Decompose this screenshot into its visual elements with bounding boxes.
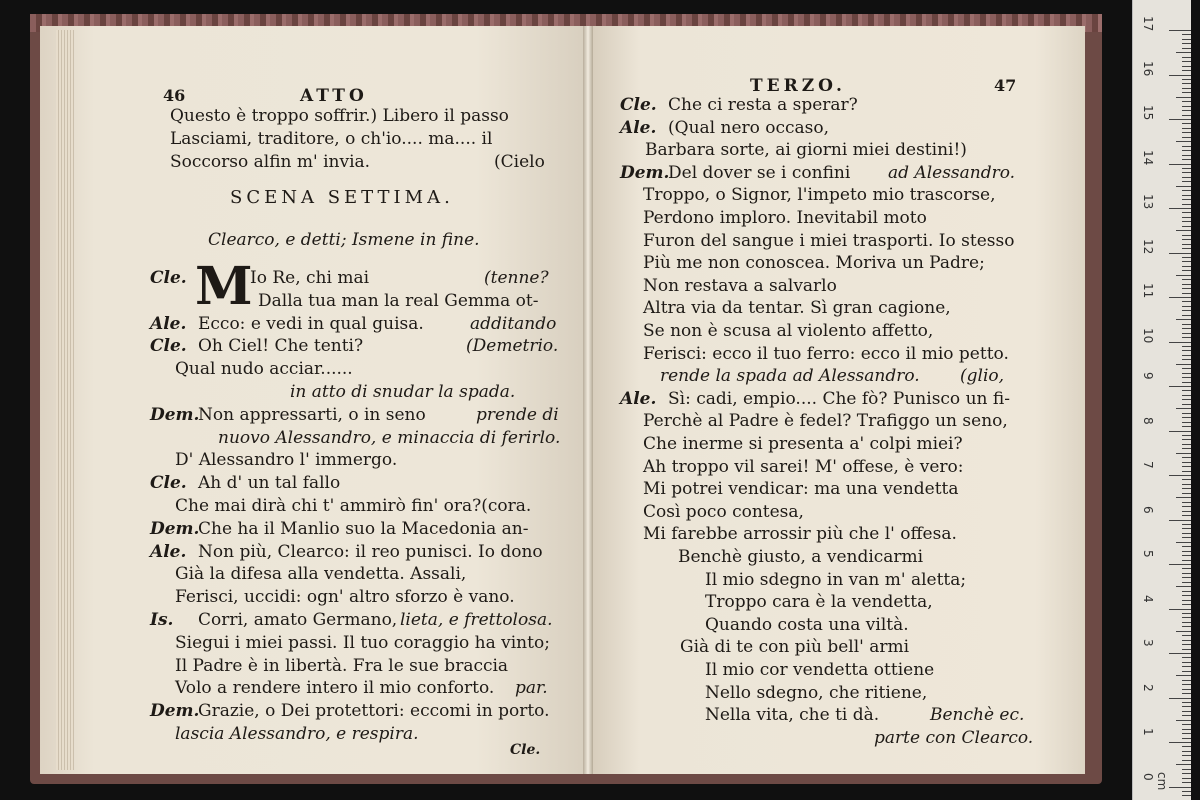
page-edges — [56, 30, 74, 770]
dialogue-line: Non appressarti, o in seno — [198, 404, 426, 425]
ruler-tick — [1176, 275, 1191, 276]
ruler-tick — [1182, 649, 1191, 650]
dialogue-line: Perdono imploro. Inevitabil moto — [643, 208, 927, 228]
text-line: Lasciami, traditore, o ch'io.... ma.... il — [170, 129, 493, 149]
ruler-tick — [1182, 560, 1191, 561]
ruler-number: 1 — [1141, 728, 1155, 736]
ruler-tick — [1182, 221, 1191, 222]
ruler-tick — [1182, 48, 1191, 49]
text-line: Questo è troppo soffrir.) Libero il passo — [170, 106, 509, 126]
ruler-tick — [1182, 435, 1191, 436]
ruler-tick — [1182, 738, 1191, 739]
ruler-tick — [1182, 484, 1191, 485]
ruler-tick — [1169, 75, 1191, 76]
stage-direction: prende di — [476, 404, 559, 425]
ruler-tick — [1182, 733, 1191, 734]
ruler-number: 6 — [1141, 505, 1155, 514]
stage-direction: (Demetrio. — [466, 336, 559, 357]
dialogue-line: Più me non conoscea. Moriva un Padre; — [643, 253, 985, 274]
ruler-tick — [1169, 208, 1191, 209]
dialogue-line: (Qual nero occaso, — [668, 117, 830, 138]
ruler-tick — [1182, 382, 1191, 383]
ruler-tick — [1182, 644, 1191, 645]
speaker-label: Cle. — [150, 473, 187, 494]
ruler-tick — [1182, 310, 1191, 311]
ruler-number: 8 — [1141, 416, 1155, 425]
dialogue-line: Del dover se i confini — [668, 162, 851, 183]
ruler-tick — [1182, 346, 1191, 347]
ruler-tick — [1182, 150, 1191, 151]
ruler-tick — [1182, 34, 1191, 35]
ruler-tick — [1182, 123, 1191, 124]
ruler-tick — [1182, 751, 1191, 752]
ruler-tick — [1182, 488, 1191, 489]
ruler-tick — [1182, 729, 1191, 730]
ruler-tick — [1182, 577, 1191, 578]
ruler-tick — [1182, 70, 1191, 71]
ruler-number: 17 — [1141, 16, 1155, 32]
ruler-tick — [1182, 778, 1191, 779]
ruler-number: 5 — [1141, 550, 1155, 558]
dialogue-line: Siegui i miei passi. Il tuo coraggio ha vinto; — [175, 632, 550, 653]
ruler-tick — [1182, 662, 1191, 663]
ruler-tick — [1182, 413, 1191, 414]
dialogue-line: Altra via da tentar. Sì gran cagione, — [643, 298, 951, 319]
ruler-tick — [1169, 164, 1191, 165]
ruler-tick — [1169, 431, 1191, 432]
ruler-tick — [1182, 257, 1191, 258]
ruler-number: 9 — [1141, 372, 1155, 380]
ruler-tick — [1182, 448, 1191, 449]
ruler-tick — [1182, 404, 1191, 405]
ruler-number: 4 — [1141, 594, 1155, 603]
ruler-tick — [1182, 181, 1191, 182]
ruler-tick — [1182, 328, 1191, 329]
ruler-tick — [1182, 444, 1191, 445]
ruler-tick — [1182, 457, 1191, 458]
ruler-tick — [1182, 462, 1191, 463]
dialogue-line: Io Re, chi mai — [250, 268, 370, 288]
dialogue-line: Che mai dirà chi t' ammirò fin' ora?(cora. — [175, 496, 532, 516]
stage-direction: (tenne? — [484, 268, 549, 288]
ruler-tick — [1182, 333, 1191, 334]
ruler-tick — [1182, 324, 1191, 325]
ruler-tick — [1182, 137, 1191, 138]
ruler-tick — [1182, 266, 1191, 267]
ruler-tick — [1182, 791, 1191, 792]
ruler-unit: cm — [1155, 772, 1169, 791]
ruler-tick — [1182, 168, 1191, 169]
ruler-tick — [1182, 537, 1191, 538]
book-gutter — [583, 26, 593, 774]
dialogue-line: Sì: cadi, empio.... Che fò? Punisco un fi- — [668, 388, 1010, 409]
ruler-tick — [1182, 671, 1191, 672]
ruler-tick — [1182, 635, 1191, 636]
dialogue-line: Qual nudo acciar...... — [175, 359, 353, 380]
ruler-number: 2 — [1141, 683, 1155, 692]
text-line: Soccorso alfin m' invia. — [170, 152, 371, 172]
ruler-tick — [1182, 422, 1191, 423]
ruler-tick — [1182, 466, 1191, 467]
ruler-tick — [1182, 270, 1191, 271]
dialogue-line: Furon del sangue i miei trasporti. Io stesso — [643, 230, 1015, 251]
ruler-tick — [1182, 239, 1191, 240]
ruler-tick — [1182, 613, 1191, 614]
ruler-tick — [1182, 235, 1191, 236]
ruler-tick — [1169, 564, 1191, 565]
ruler-number: 10 — [1141, 327, 1155, 343]
ruler-tick — [1182, 337, 1191, 338]
ruler-tick — [1182, 724, 1191, 725]
ruler-tick — [1182, 617, 1191, 618]
ruler-tick — [1182, 493, 1191, 494]
ruler-tick — [1182, 715, 1191, 716]
ruler-tick — [1176, 453, 1191, 454]
ruler-tick — [1182, 755, 1191, 756]
dialogue-line: Nella vita, che ti dà. — [705, 705, 880, 726]
ruler-tick — [1182, 110, 1191, 111]
ruler-tick — [1176, 542, 1191, 543]
dialogue-line: in atto di snudar la spada. — [290, 382, 516, 402]
ruler-tick — [1182, 146, 1191, 147]
dialogue-line: D' Alessandro l' immergo. — [175, 450, 398, 471]
ruler-number: 15 — [1141, 105, 1155, 121]
stage-direction: additando — [470, 313, 557, 334]
ruler-tick — [1169, 742, 1191, 743]
ruler-tick — [1182, 261, 1191, 262]
speaker-label: Ale. — [150, 541, 187, 562]
ruler-tick — [1169, 609, 1191, 610]
ruler-tick — [1182, 195, 1191, 196]
ruler-tick — [1182, 506, 1191, 507]
ruler-tick — [1182, 782, 1191, 783]
ruler-tick — [1182, 204, 1191, 205]
ruler-number: 13 — [1141, 194, 1155, 210]
ruler-tick — [1182, 702, 1191, 703]
ruler-tick — [1182, 39, 1191, 40]
dialogue-line: Ferisci, uccidi: ogn' altro sforzo è vano. — [175, 587, 515, 608]
ruler-tick — [1182, 604, 1191, 605]
ruler-tick — [1182, 769, 1191, 770]
ruler-tick — [1182, 746, 1191, 747]
ruler-tick — [1182, 43, 1191, 44]
dialogue-line: Che inerme si presenta a' colpi miei? — [643, 434, 963, 454]
ruler-tick — [1182, 689, 1191, 690]
dialogue-line: Barbara sorte, ai giorni miei destini!) — [645, 140, 967, 161]
speaker-label: Cle. — [150, 268, 187, 288]
ruler-tick — [1182, 355, 1191, 356]
ruler-tick — [1182, 244, 1191, 245]
ruler-tick — [1182, 61, 1191, 62]
dialogue-line: Nello sdegno, che ritiene, — [705, 682, 928, 703]
dialogue-line: Mi farebbe arrossir più che l' offesa. — [643, 524, 957, 545]
speaker-label: Cle. — [150, 336, 187, 357]
speaker-label: Dem. — [150, 404, 200, 425]
ruler-tick — [1169, 253, 1191, 254]
dialogue-line: Ah d' un tal fallo — [198, 473, 341, 494]
ruler-tick — [1169, 297, 1191, 298]
ruler-tick — [1182, 479, 1191, 480]
ruler-tick — [1182, 515, 1191, 516]
ruler-tick — [1182, 155, 1191, 156]
ruler-number: 14 — [1141, 149, 1155, 165]
ruler-tick — [1182, 284, 1191, 285]
ruler-tick — [1182, 555, 1191, 556]
ruler-tick — [1169, 30, 1191, 31]
dialogue-line: Non più, Clearco: il reo punisci. Io dono — [198, 541, 543, 562]
ruler-tick — [1182, 471, 1191, 472]
dialogue-line: rende la spada ad Alessandro. — [660, 366, 920, 387]
ruler-tick — [1176, 97, 1191, 98]
right-running-head: TERZO. — [750, 76, 846, 96]
speaker-label: Cle. — [620, 95, 657, 115]
speaker-label: Dem. — [150, 518, 200, 539]
ruler-tick — [1176, 408, 1191, 409]
ruler-tick — [1182, 279, 1191, 280]
ruler-tick — [1182, 795, 1191, 796]
ruler-tick — [1176, 720, 1191, 721]
scene-title: SCENA SETTIMA. — [230, 187, 454, 208]
ruler-tick — [1182, 511, 1191, 512]
ruler-tick — [1182, 417, 1191, 418]
ruler-tick — [1182, 528, 1191, 529]
stage-direction: lieta, e frettolosa. — [400, 610, 553, 630]
dialogue-line: Troppo cara è la vendetta, — [705, 592, 933, 613]
ruler-tick — [1182, 568, 1191, 569]
ruler-tick — [1176, 586, 1191, 587]
ruler-tick — [1182, 760, 1191, 761]
ruler-tick — [1176, 230, 1191, 231]
dialogue-line: parte con Clearco. — [874, 727, 1034, 748]
ruler-tick — [1182, 666, 1191, 667]
ruler-tick — [1176, 764, 1191, 765]
stage-direction: Benchè ec. — [930, 705, 1025, 726]
dialogue-line: Che ci resta a sperar? — [668, 95, 858, 115]
ruler-tick — [1182, 350, 1191, 351]
ruler-tick — [1182, 212, 1191, 213]
speaker-label: Dem. — [620, 162, 670, 183]
dialogue-line: Ecco: e vedi in qual guisa. — [198, 313, 424, 334]
ruler-tick — [1182, 306, 1191, 307]
dialogue-line: Corri, amato Germano, — [198, 610, 398, 630]
ruler-tick — [1182, 595, 1191, 596]
ruler-tick — [1176, 364, 1191, 365]
right-page-number: 47 — [994, 76, 1017, 95]
ruler-tick — [1182, 368, 1191, 369]
dialogue-line: Quando costa una viltà. — [705, 614, 909, 635]
dialogue-line: nuovo Alessandro, e minaccia di ferirlo. — [218, 427, 561, 448]
ruler-tick — [1169, 386, 1191, 387]
ruler-number: 16 — [1141, 60, 1155, 76]
ruler-tick — [1182, 524, 1191, 525]
ruler-tick — [1182, 773, 1191, 774]
dialogue-line: Ah troppo vil sarei! M' offese, è vero: — [643, 456, 964, 477]
dialogue-line: Il Padre è in libertà. Fra le sue braccia — [175, 655, 509, 676]
ruler-tick — [1182, 399, 1191, 400]
dialogue-line: Perchè al Padre è fedel? Trafiggo un seno, — [643, 411, 1008, 432]
ruler-tick — [1182, 426, 1191, 427]
ruler-tick — [1182, 373, 1191, 374]
ruler-tick — [1182, 622, 1191, 623]
dialogue-line: Oh Ciel! Che tenti? — [198, 336, 364, 357]
left-page-number: 46 — [163, 86, 186, 105]
measurement-ruler — [1132, 0, 1191, 800]
drop-cap-m: M — [195, 256, 253, 317]
speaker-label: Ale. — [150, 313, 187, 334]
ruler-tick — [1182, 502, 1191, 503]
ruler-tick — [1182, 377, 1191, 378]
speaker-label: Is. — [150, 610, 174, 630]
ruler-tick — [1182, 573, 1191, 574]
ruler-tick — [1182, 128, 1191, 129]
ruler-tick — [1182, 301, 1191, 302]
ruler-tick — [1182, 706, 1191, 707]
ruler-tick — [1182, 248, 1191, 249]
stage-direction: par. — [515, 678, 548, 699]
ruler-tick — [1169, 475, 1191, 476]
dialogue-line: lascia Alessandro, e respira. — [175, 724, 419, 744]
ruler-number: 0 — [1141, 772, 1155, 781]
ruler-number: 7 — [1141, 461, 1155, 469]
ruler-tick — [1182, 390, 1191, 391]
ruler-tick — [1182, 359, 1191, 360]
ruler-number: 3 — [1141, 639, 1155, 647]
ruler-tick — [1169, 698, 1191, 699]
text-line: (Cielo — [494, 152, 545, 172]
dialogue-line: Il mio cor vendetta ottiene — [705, 660, 935, 680]
ruler-tick — [1182, 92, 1191, 93]
ruler-tick — [1182, 288, 1191, 289]
dialogue-line: Dalla tua man la real Gemma ot- — [258, 290, 539, 311]
ruler-number: 12 — [1141, 238, 1155, 254]
ruler-tick — [1176, 631, 1191, 632]
ruler-tick — [1182, 66, 1191, 67]
ruler-tick — [1182, 57, 1191, 58]
ruler-tick — [1182, 79, 1191, 80]
ruler-tick — [1182, 395, 1191, 396]
dialogue-line: Il mio sdegno in van m' aletta; — [705, 569, 967, 590]
dialogue-line: Ferisci: ecco il tuo ferro: ecco il mio petto. — [643, 343, 1009, 364]
speaker-label: Ale. — [620, 117, 657, 138]
dialogue-line: Volo a rendere intero il mio conforto. — [175, 678, 495, 699]
ruler-tick — [1169, 520, 1191, 521]
ruler-tick — [1182, 439, 1191, 440]
dialogue-line: Così poco contesa, — [643, 501, 804, 522]
dialogue-line: Benchè giusto, a vendicarmi — [678, 547, 924, 567]
ruler-tick — [1182, 591, 1191, 592]
ruler-tick — [1176, 141, 1191, 142]
ruler-tick — [1182, 159, 1191, 160]
ruler-tick — [1182, 315, 1191, 316]
ruler-tick — [1169, 119, 1191, 120]
ruler-tick — [1182, 684, 1191, 685]
dialogue-line: Non restava a salvarlo — [643, 275, 837, 296]
catchword: Cle. — [510, 742, 541, 758]
ruler-tick — [1182, 115, 1191, 116]
ruler-tick — [1182, 217, 1191, 218]
speaker-label: Dem. — [150, 701, 200, 722]
ruler-tick — [1176, 497, 1191, 498]
dialogue-line: Grazie, o Dei protettori: eccomi in porto. — [198, 701, 550, 722]
ruler-tick — [1169, 342, 1191, 343]
speaker-label: Ale. — [620, 388, 657, 409]
ruler-number: 11 — [1141, 283, 1155, 299]
ruler-tick — [1182, 582, 1191, 583]
dialogue-line: Se non è scusa al violento affetto, — [643, 321, 934, 341]
dialogue-line: Mi potrei vendicar: ma una vendetta — [643, 479, 959, 500]
ruler-tick — [1176, 675, 1191, 676]
ruler-tick — [1182, 693, 1191, 694]
ruler-tick — [1169, 787, 1191, 788]
left-running-head: ATTO — [300, 86, 368, 106]
dialogue-line: Troppo, o Signor, l'impeto mio trascorse, — [643, 185, 996, 206]
ruler-tick — [1176, 319, 1191, 320]
ruler-tick — [1182, 640, 1191, 641]
ruler-tick — [1182, 293, 1191, 294]
dialogue-line: Che ha il Manlio suo la Macedonia an- — [198, 518, 529, 539]
ruler-tick — [1182, 546, 1191, 547]
ruler-tick — [1182, 101, 1191, 102]
ruler-tick — [1182, 551, 1191, 552]
ruler-tick — [1169, 653, 1191, 654]
ruler-tick — [1182, 226, 1191, 227]
ruler-tick — [1182, 626, 1191, 627]
ruler-tick — [1182, 88, 1191, 89]
ruler-tick — [1182, 680, 1191, 681]
ruler-tick — [1182, 199, 1191, 200]
dialogue-line: Già la difesa alla vendetta. Assali, — [175, 564, 467, 585]
ruler-tick — [1182, 83, 1191, 84]
ruler-tick — [1176, 186, 1191, 187]
ruler-tick — [1182, 177, 1191, 178]
dialogue-line: Già di te con più bell' armi — [680, 637, 910, 658]
ruler-tick — [1182, 132, 1191, 133]
ruler-tick — [1182, 190, 1191, 191]
stage-direction: (glio, — [960, 366, 1005, 387]
stage-direction: ad Alessandro. — [888, 162, 1016, 183]
ruler-tick — [1182, 172, 1191, 173]
ruler-tick — [1182, 711, 1191, 712]
ruler-tick — [1182, 106, 1191, 107]
scene-cast: Clearco, e detti; Ismene in fine. — [208, 230, 480, 250]
ruler-tick — [1182, 600, 1191, 601]
ruler-tick — [1176, 52, 1191, 53]
ruler-tick — [1182, 657, 1191, 658]
ruler-tick — [1182, 533, 1191, 534]
